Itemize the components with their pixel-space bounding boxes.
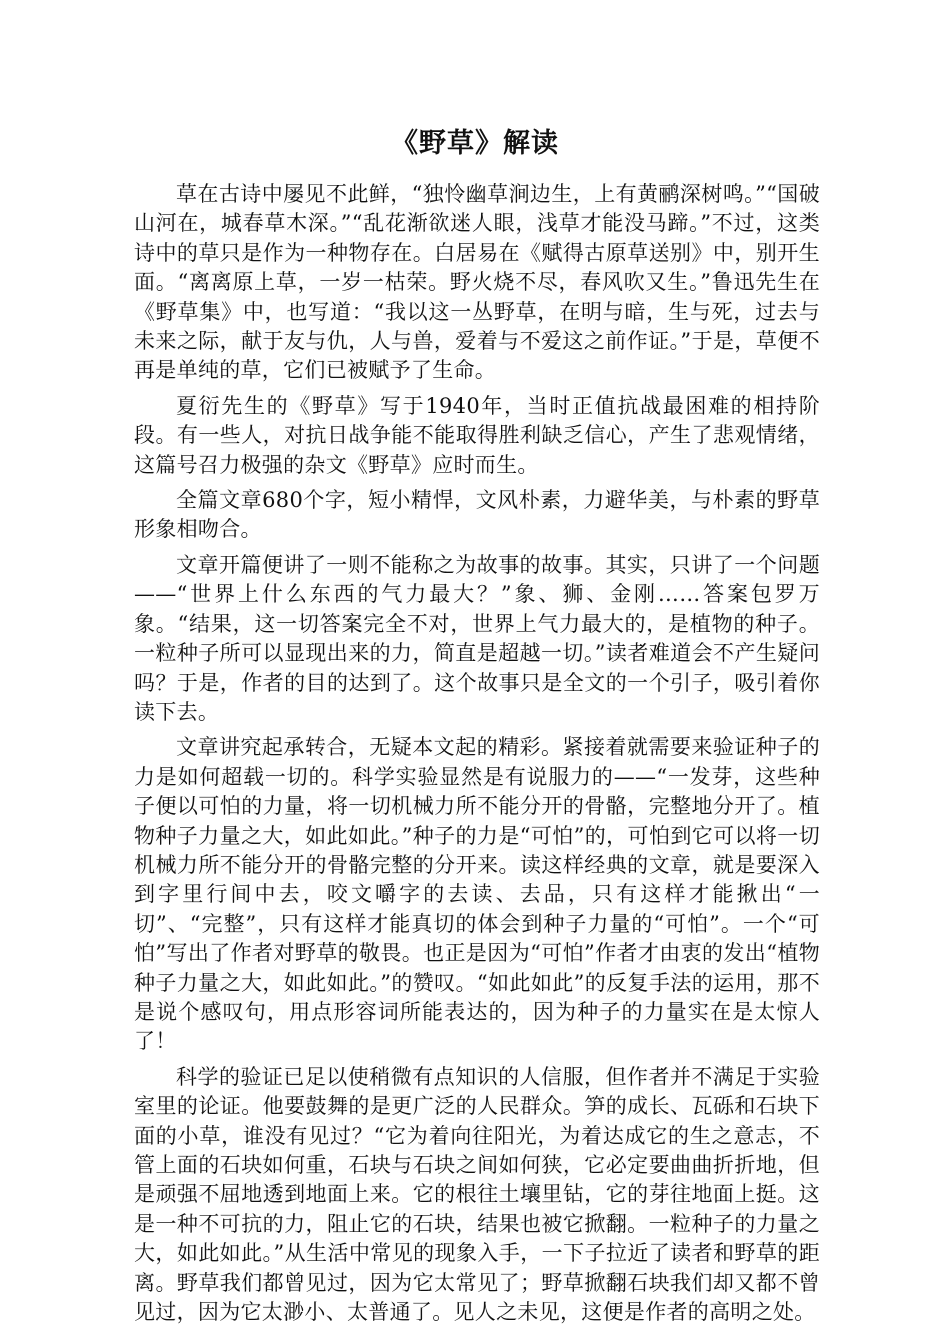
page-title: 《野草》解读: [391, 128, 559, 159]
paragraph-5: 文章讲究起承转合，无疑本文起的精彩。紧接着就需要来验证种子的力是如何超载一切的。科学实验显然是有说服力的——“一发芽，这些种子便以可怕的力量，将一切机械力所不能分开的骨骼，完整地分开了。植物种子力量之大，如此如此。”种子的力是“可怕”的，可怕到它可以将一切机械力所不能分开的骨骼完整的分开来。读这样经典的文章，就是要深入到字里行间中去，咬文嚼字的去读、去品，只有这样才能揪出“一切”、“完整”，只有这样才能真切的体会到种子力量的“可怕”。一个“可怕”写出了作者对野草的敬畏。也正是因为“可怕”作者才由衷的发出“植物种子力量之大，如此如此。”的赞叹。“如此如此”的反复手法的运用，那不是说个感叹句，用点形容词所能表达的，因为种子的力量实在是太惊人了！: [134, 735, 820, 1054]
paragraph-6: 科学的验证已足以使稍微有点知识的人信服，但作者并不满足于实验室里的论证。他要鼓舞的是更广泛的人民群众。笋的成长、瓦砾和石块下面的小草，谁没有见过？“它为着向往阳光，为着达成它的生之意志，不管上面的石块如何重，石块与石块之间如何狭，它必定要曲曲折折地，但是顽强不屈地透到地面上来。它的根往土壤里钻，它的芽往地面上挺。这是一种不可抗的力，阻止它的石块，结果也被它掀翻。一粒种子的力量之大，如此如此。”从生活中常见的现象入手，一下子拉近了读者和野草的距离。野草我们都曾见过，因为它太常见了；野草掀翻石块我们却又都不曾见过，因为它太渺小、太普通了。见人之未见，这便是作者的高明之处。: [134, 1064, 820, 1325]
article-body: [134, 180, 820, 1333]
paragraph-1: 草在古诗中屡见不此鲜，“独怜幽草涧边生，上有黄鹂深树鸣。”“国破山河在，城春草木深。”“乱花渐欲迷人眼，浅草才能没马蹄。”不过，这类诗中的草只是作为一种物存在。白居易在《赋得古原草送别》中，别开生面。“离离原上草，一岁一枯荣。野火烧不尽，春风吹又生。”鲁迅先生在《野草集》中，也写道：“我以这一丛野草，在明与暗，生与死，过去与未来之际，献于友与仇，人与兽，爱着与不爱这之前作证。”于是，草便不再是单纯的草，它们已被赋予了生命。: [134, 182, 820, 383]
paragraph-2: 夏衍先生的《野草》写于1940年，当时正值抗战最困难的相持阶段。有一些人，对抗日战争能不能取得胜利缺乏信心，产生了悲观情绪，这篇号召力极强的杂文《野草》应时而生。: [134, 393, 820, 477]
paragraph-4: 文章开篇便讲了一则不能称之为故事的故事。其实，只讲了一个问题——“世界上什么东西的气力最大？”象、狮、金刚……答案包罗万象。“结果，这一切答案完全不对，世界上气力最大的，是植物的种子。一粒种子所可以显现出来的力，简直是超越一切。”读者难道会不产生疑问吗？于是，作者的目的达到了。这个故事只是全文的一个引子，吸引着你读下去。: [134, 552, 820, 724]
paragraph-3: 全篇文章680个字，短小精悍，文风朴素，力避华美，与朴素的野草形象相吻合。: [134, 488, 820, 542]
